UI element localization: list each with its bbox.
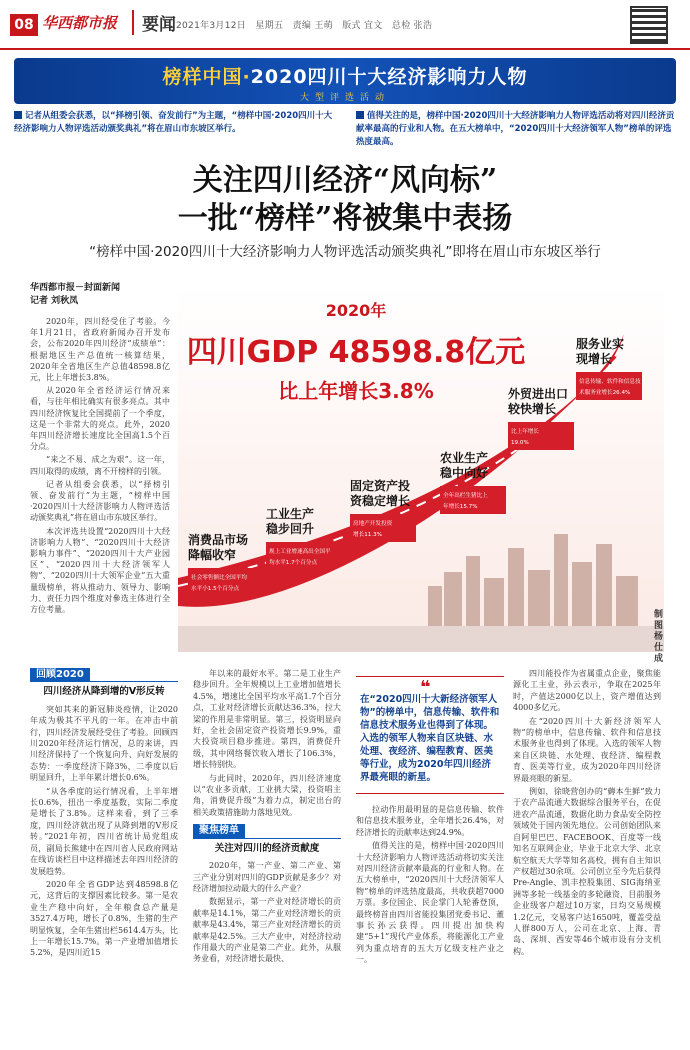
step-note: 术服务业增长26.4% (579, 390, 631, 396)
step-note: 19.0% (511, 440, 529, 446)
section-subtitle: 关注对四川的经济贡献度 (214, 842, 320, 854)
square-bullet-icon (14, 111, 22, 119)
headline (0, 162, 690, 238)
step-note: 水平小1.5个百分点 (191, 586, 240, 592)
headline-line-1: 关注四川经济“风向标” (192, 163, 498, 198)
step-title: 现增长 (576, 352, 613, 366)
quote-mark-icon: ❝ (420, 677, 431, 698)
paragraph: “来之不易、成之为艰”。这一年，四川取得的成绩，离不开榜样的引领。 (30, 455, 170, 476)
paragraph: 2020年，第一产业、第二产业、第三产业分别对四川的GDP贡献是多少？对经济增加拉动最大的什么产业？ (193, 861, 341, 893)
campaign-banner (14, 58, 676, 104)
step-note: 年增长15.7% (443, 504, 478, 510)
notice-right: 值得关注的是，榜样中国·2020四川十大经济影响力人物评选活动将对四川经济贡献率最高的行业和人物。在五大榜单中，“2020四川十大经济领军人物”榜单的评选热度最高。 (356, 111, 675, 147)
step-note: 增长11.3% (353, 532, 382, 538)
column-focus (193, 668, 341, 967)
step-note: 房地产开发投资 (353, 521, 393, 527)
step-title: 稳中向好 (440, 466, 489, 480)
step-note: 规上工业增速高出全国平 (269, 549, 331, 555)
issue-meta: 2021年3月12日 星期五 责编 王萌 版式 宜文 总检 张浩 (176, 21, 433, 31)
step-title: 降幅收窄 (188, 548, 237, 562)
paragraph: 记者从组委会获悉，以“择榜引领、奋发前行”为主题，“榜样中国·2020四川十大经济影响力人物评选活动颁奖典礼”将在眉山市东坡区举行。 (30, 479, 170, 523)
step-title: 消费品市场 (188, 533, 249, 547)
paragraph: 2020年，四川经受住了考验。今年1月21日，省政府新闻办召开发布会，公布2020年四川经济“成绩单”：根据地区生产总值统一核算结果，2020年全省地区生产总值48598.8亿元，比上年增长3.8%。 (30, 317, 170, 383)
paper-logo: 华西都市报 (42, 14, 118, 32)
step-note: 社会零售额比全国平均 (191, 575, 247, 581)
step-title: 农业生产 (440, 451, 489, 465)
banner-sub: 大型评选活动 (299, 93, 390, 103)
infographic-year: 2020年 (325, 301, 387, 320)
step-title: 较快增长 (508, 402, 557, 416)
column-review (30, 668, 178, 961)
paragraph: 从2020年全省经济运行情况来看，与往年相比确实有很多亮点。其中四川经济恢复比全国提前了一个季度，这是一个非常大的亮点。此外，2020年四川经济增长速度比全国高1.5个百分点。 (30, 386, 170, 452)
section-subtitle: 四川经济从降到增的V形反转 (43, 686, 165, 698)
section-tag: 回顾2020 (30, 668, 90, 681)
paragraph: 2020年全省GDP达到48598.8亿元，这背后的支撑因素比较多。第一是农业生产稳中向好，全年粮食总产量是3527.4万吨，增长了0.8%，生猪的生产明显恢复，全年生猪出栏5614.4万头，比上一年增长15.7%。第一产业增加值增长5.2%，是四川近15 (30, 879, 178, 958)
infographic-growth: 比上年增长3.8% (278, 379, 434, 403)
infographic-gdp: 四川GDP 48598.8亿元 (186, 335, 526, 370)
square-bullet-icon (356, 111, 364, 119)
page-header (0, 0, 690, 50)
step-note: 均水平1.7个百分点 (269, 560, 318, 566)
section-tag: 聚焦榜单 (193, 824, 245, 837)
step-title: 固定资产投 (350, 479, 411, 493)
step-title: 资稳定增长 (350, 494, 411, 508)
paragraph: 拉动作用最明显的是信息传输、软件和信息技术服务业，全年增长26.4%，对经济增长的贡献率达到24.9%。 (356, 805, 504, 837)
step-note: 全年出栏生猪比上 (443, 493, 488, 499)
gdp-infographic (178, 286, 664, 652)
step-note: 信息传输、软件和信息技 (579, 379, 641, 385)
step-title: 外贸进出口 (508, 387, 569, 401)
step-title: 服务业实 (576, 337, 625, 351)
paragraph: 例如，徐晓营创办的“薅本生鲜”致力于农产品流通大数据综合服务平台，在促进农产品流通，数据化助力食品安全防控领域处于国内领先地位。公司创始团队来自阿里巴巴、FACEBOOK、百度等一线知名互联网企业，毕业于北京大学、北京航空航天大学等知名高校，拥有自主知识产权超过30余项。公司创立至今先后获得Pre-Angle、凯丰控股集团、SIG海纳亚洲等多轮一线基金的多轮融资，目前服务企业级客户超过10万家，日均交易规模1.2亿元，交易客户达1650吨，覆盖受益人群800万人，公司在北京、上海、青岛、深圳、西安等46个城市设有分支机构。 (513, 787, 661, 956)
banner-title: 2020四川十大经济影响力人物 (250, 66, 528, 88)
step-title: 工业生产 (266, 507, 315, 521)
paragraph: 与此同时，2020年，四川经济速度以“农业多贡献，工业挑大梁，投资唱主角，消费促升级”为着力点，制定出台的相关政策措施助力落地见效。 (193, 773, 341, 817)
paragraph: 数据显示，第一产业对经济增长的贡献率是14.1%，第二产业对经济增长的贡献率是43.4%，第三产业对经济增长的贡献率是42.5%。三大产业中，对经济拉动作用最大的产业是第二产业。此外，从服务业看，对经济增长最快、 (193, 897, 341, 964)
paragraph: 在“2020四川十大新经济领军人物”的榜单中，信息传输、软件和信息技术服务业也得到了体现。入选的领军人物来自区块链、水处理、夜经济、编程教育、医美等行业，成为2020年四川经济界最亮眼的新星。 (513, 716, 661, 783)
paragraph: 年以来的最好水平。第二是工业生产稳步回升。全年规模以上工业增加值增长4.5%，增速比全国平均水平高1.7个百分点，工业对经济增长贡献达36.3%，拉大梁的作用是非常明显。第三，投资明显向好，全社会固定资产投资增长9.9%，重大投资项目稳步推进。第四，消费促升级，其中网络餐饮收入增长了106.3%，增长特别快。 (193, 669, 341, 770)
byline-outlet: 华西都市报－封面新闻 (30, 283, 121, 293)
page-number: 08 (10, 14, 38, 36)
column-ranking (356, 804, 504, 968)
paragraph: “从各季度的运行情况看，上半年增长0.6%，扭出一季度基数，实际二季度是增长了3.8%。这样来看，到了三季度，四川经济就出现了从降到增的V形反转。”2021年初，四川省统计局党组成员，副局长熊建中在四川省人民政府网站在线访谈栏目中这样描述去年四川经济的发展趋势。 (30, 786, 178, 876)
notice-left: 记者从组委会获悉，以“择榜引领、奋发前行”为主题，“榜样中国·2020四川十大经济影响力人物评选活动颁奖典礼”将在眉山市东坡区举行。 (14, 111, 333, 134)
paragraph: 四川能投作为省属重点企业，聚焦能源化工主业，孙云表示，争取在2025年时，产值达2000亿以上，资产增值达到4000多亿元。 (513, 669, 661, 713)
step-note: 比上年增长 (511, 429, 539, 435)
column-leaders (513, 668, 661, 959)
byline (30, 282, 160, 308)
subheadline: “榜样中国·2020四川十大经济影响力人物评选活动颁奖典礼”即将在眉山市东坡区举行 (89, 244, 601, 260)
paragraph: 值得关注的是，榜样中国·2020四川十大经济影响力人物评选活动将切实关注对四川经济贡献率最高的行业和人物。在五大榜单中，“2020四川十大经济领军人物”榜单的评选热度最高，共收获超7000万票。多位国企、民企掌门人轮番登顶，最终榜首由四川省能投集团党委书记、董事长孙云获得。四川提出加快构建“5+1”现代产业体系，将能源化工产业列为重点培育的五大万亿级支柱产业之一。 (356, 841, 504, 965)
banner-lead: 榜样中国· (162, 66, 251, 88)
pull-quote: ❝ 在“2020四川十大新经济领军人物”的榜单中，信息传输、软件和信息技术服务业也得到了体现。入选的领军人物来自区块链、水处理、夜经济、编程教育、医美等行业，成为2020年四川经济界最亮眼的新星。 (356, 676, 504, 794)
infographic-credit: 制图 杨仕成 (654, 610, 664, 664)
section-title: 要闻 (132, 10, 176, 35)
byline-reporter: 记者 刘秋凤 (30, 296, 79, 306)
step-title: 稳步回升 (266, 522, 315, 536)
left-column (30, 316, 170, 617)
qr-code-icon (630, 6, 668, 44)
paragraph: 突如其来的新冠肺炎疫情，让2020年成为极其不平凡的一年。在冲击中前行，四川经济发展经受住了考验。回顾四川2020年经济运行情况，总的来讲，四川经济保持了一个恢复向升、向好发展的态势：一季度经济下降3%，二季度以后明显回升，上半年累计增长0.6%。 (30, 704, 178, 783)
headline-line-2: 一批“榜样”将被集中表扬 (177, 201, 513, 236)
paragraph: 本次评选共设置“2020四川十大经济影响力人物”、“2020四川十大经济影响力事件”、“2020四川十大产业园区”、“2020四川十大经济领军人物”、“2020四川十大领军企业”五大重量级榜单，将从推动力、领导力、影响力、责任力四个维度对參选主体进行全方位考量。 (30, 526, 170, 615)
